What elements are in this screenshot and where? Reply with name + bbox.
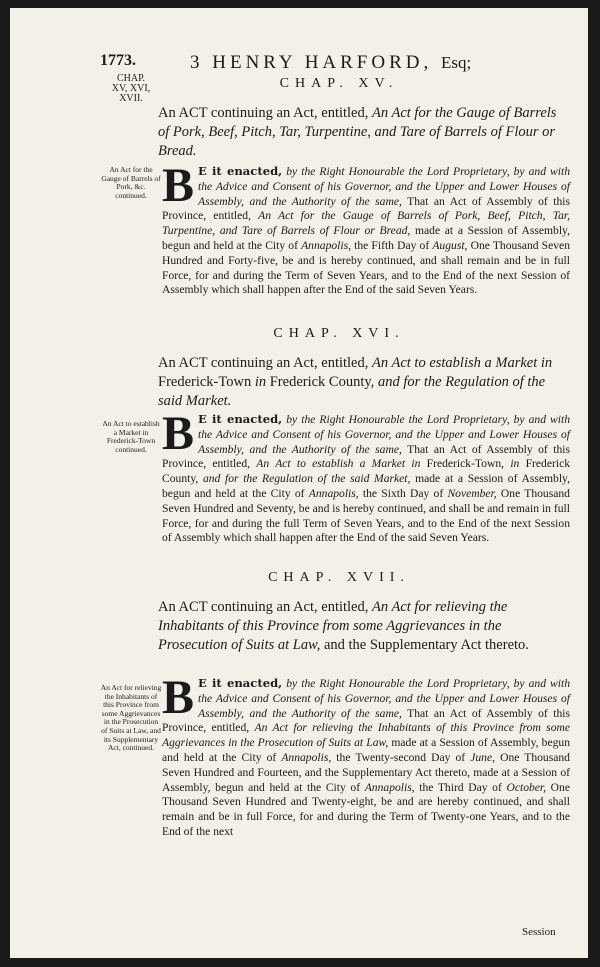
chap16-run: in [510,457,520,471]
chap17-text [162,671,571,838]
chap16-run: Frederick County, [162,457,571,486]
chap16-run: Annapolis, [308,486,359,500]
chap17-run: E it enacted, [198,676,283,690]
chap17-run: October, [506,780,547,794]
chap15-text [162,159,571,297]
chap15-heading: CHAP. XV. [279,76,399,91]
chap16-run: Frederick-Town, [420,457,511,471]
chap17-run: One Thousand Seven Hundred and Twenty-eight, be and are hereby continued, and shall remain and be in full Force, for and during the Term of Twenty-one Years, and to the End of the next [162,780,571,838]
chap17-run: Annapolis, [364,780,415,794]
chap16-title [158,354,568,411]
chap17-title-plain: An ACT continuing an Act, entitled, [158,599,369,615]
chap15-run: An Act for the Gauge of Barrels of Pork, Beef, Pitch, Tar, Turpentine, and Tare of Barrels of Flour or Bread, [162,209,570,238]
chap17-dropcap: B [162,671,195,724]
chap16-heading: CHAP. XVI. [273,326,405,341]
chap17-run: made at a Session of Assembly, begun and held at the City of [162,736,571,764]
chap16-run: One Thousand Seven Hundred and Seventy, be and is hereby continued, and shall be and remain in full Force, for and during the full Term of Seven Years, and to the End of the next Session of Assembly which shall happen after the End of the said Seven Years. [162,486,570,545]
chap17-margin-note: An Act for relieving the Inhabitants of this Province from some Aggrievances in the Prosecution of Suits at Law, and its Supplementary Act, continued. [100,683,162,753]
chap16-dropcap: B [162,407,195,460]
chap15-title [158,104,568,161]
chap16-body [162,407,571,546]
chap16-run: and for the Regulation of the said Market, [202,472,411,486]
document-page [10,8,588,958]
chap15-title-plain: An ACT continuing an Act, entitled, [158,105,369,121]
page-year: 1773. [100,52,136,69]
chap16-margin-note: An Act to establish a Market in Frederick-Town continued. [102,419,160,454]
chap15-run: August, [432,238,468,252]
chap17-run: the Twenty-second Day of [331,750,471,764]
chap16-run: That an Act of Assembly of this Province, entitled, [162,442,571,471]
chap15-run: by the Right Honourable the Lord Proprietary, by and with the Advice and Consent of his Governor, and the Upper and Lower Houses of Assembly, and the Authority of the same, [198,165,571,208]
chap16-run: November, [447,486,497,500]
chap16-title-italic2: in [254,374,267,390]
chap17-run: June, [470,750,495,764]
chap15-dropcap: B [162,159,195,212]
chap16-text [162,407,571,545]
chap15-run: One Thousand Seven Hundred and Forty-five, be and is hereby continued, and shall remain and be in full Force, for and during the Term of Seven Years, and to the End of the next Session of Assembly which shall happen after the End of the said Seven Years. [162,238,570,297]
chap17-run: the Third Day of [414,780,507,794]
chap15-run: E it enacted, [198,164,283,178]
side-chap-line: XV, XVI, [111,83,151,94]
chap15-title-italic: An Act for the Gauge of Barrels of Pork, Beef, Pitch, Tar, Turpentine, and Tare of Barrels of Flour or Bread. [158,105,557,159]
side-chap-line: CHAP. [116,73,146,84]
chap15-run: Annapolis, [301,238,352,252]
chap16-run: the Sixth Day of [358,486,448,500]
chap16-run: by the Right Honourable the Lord Proprietary, by and with the Advice and Consent of his Governor, and the Upper and Lower Houses of Assembly, and the Authority of the same, [198,413,571,456]
chap15-run: the Fifth Day of [351,238,433,252]
chap17-run: That an Act of Assembly of this Province, entitled, [162,706,571,735]
chap16-title-plain: An ACT continuing an Act, entitled, [158,355,369,371]
chap16-title-italic3: and for the Regulation of the said Market. [158,374,546,409]
chap16-run: E it enacted, [198,412,283,426]
chap16-run: An Act to establish a Market in [256,457,421,471]
chap17-run: by the Right Honourable the Lord Proprietary, by and with the Advice and Consent of his Governor, and the Upper and Lower Houses of Assembly, and the Authority of the same, [198,677,571,720]
chap17-heading: CHAP. XVII. [268,570,410,585]
running-title [190,52,471,74]
chap16-title-plain2: Frederick-Town [158,374,252,390]
chap15-run: That an Act of Assembly of this Province, entitled, [162,194,571,223]
side-chap-line: XVII. [119,93,143,104]
chap17-title-italic: An Act for relieving the Inhabitants of this Province from some Aggrievances in the Prosecution of Suits at Law, [158,599,508,653]
chap16-run: made at a Session of Assembly, begun and held at the City of [162,472,570,500]
catchword: Session [522,926,556,938]
chap15-body [162,159,571,298]
chap17-title [158,598,568,655]
chap15-margin-note: An Act for the Gauge of Barrels of Pork, &c. continued. [101,165,161,200]
chap17-run: Annapolis, [281,750,332,764]
chap17-body [162,671,571,840]
chap17-run: One Thousand Seven Hundred and Fourteen, and the Supplementary Act thereto, made at a Session of Assembly, begun and held at the City of [162,750,570,794]
chap17-title-plain2: and the Supplementary Act thereto. [323,637,529,653]
chap16-title-italic: An Act to establish a Market in [372,355,553,371]
chap17-run: An Act for relieving the Inhabitants of this Province from some Aggrievances in the Prosecution of Suits at Law, [162,721,571,750]
chap16-title-plain3: Frederick County, [269,374,375,390]
running-title-suffix: Esq; [441,53,472,72]
running-title-main: 3 HENRY HARFORD, [190,52,433,73]
chap15-run: made at a Session of Assembly, begun and held at the City of [162,224,571,252]
